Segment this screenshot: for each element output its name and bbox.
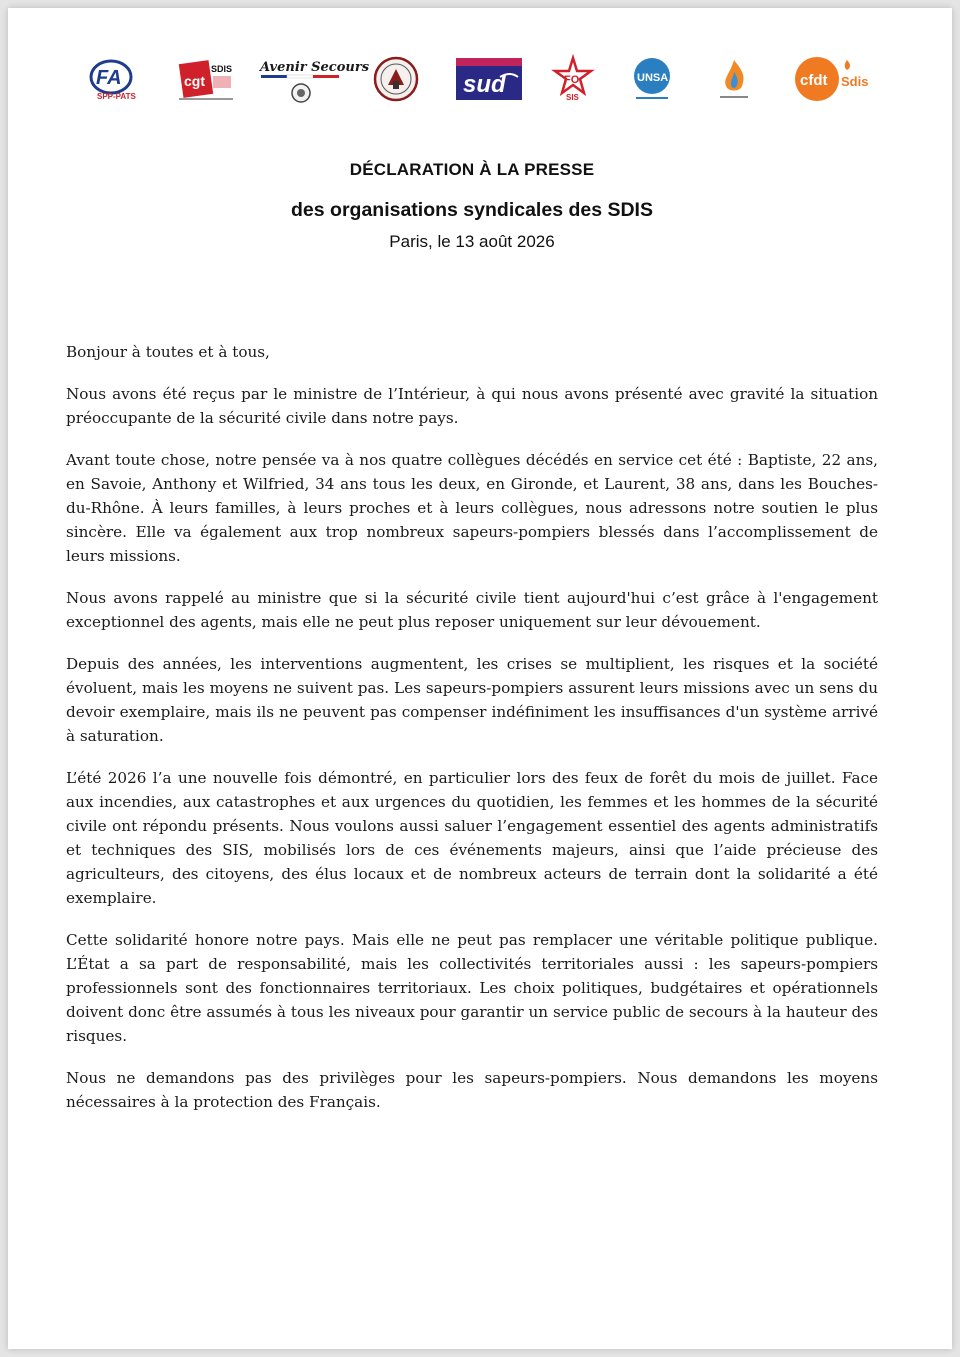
sud-logo-text: sud: [463, 71, 506, 98]
union-seal-logo: [370, 48, 422, 110]
document-dateline: Paris, le 13 août 2026: [389, 232, 555, 251]
body-paragraph: Nous avons rappelé au ministre que si la sécurité civile tient aujourd'hui c’est grâce à l'engagement exceptionnel des agents, mais elle ne peut plus reposer uniquement sur leur dévouement.: [66, 589, 878, 631]
avenir-logo-text: Avenir Secours: [260, 60, 370, 75]
greeting-paragraph: Bonjour à toutes et à tous,: [66, 343, 270, 361]
body-paragraph: L’été 2026 l’a une nouvelle fois démontré, en particulier lors des feux de forêt du mois de juillet. Face aux incendies, aux catastrophes et aux urgences du quotidien, les femmes et les hommes de la sécurité civile ont répondu présents. Nous voulons aussi saluer l’engagement essentiel des agents administratifs et techniques des SIS, mobilisés lors de ces événements majeurs, ainsi que l’aide précieuse des agriculteurs, des citoyens, des élus locaux et de nombreux acteurs de terrain dont la solidarité a été exemplaire.: [66, 769, 878, 907]
document-title: DÉCLARATION À LA PRESSE: [349, 160, 595, 179]
fo-sis-logo: [546, 48, 600, 110]
body-paragraph: Cette solidarité honore notre pays. Mais elle ne peut pas remplacer une véritable politique publique. L’État a sa part de responsabilité, mais les collectivités territoriales aussi : les sapeurs-pompiers professionnels sont des fonctionnaires territoriaux. Les choix politiques, budgétaires et opérationnels doivent donc être assumés à tous les niveaux pour garantir un service public de secours à la hauteur des risques.: [66, 931, 878, 1045]
cfdt-logo-text: cfdt: [800, 72, 828, 89]
body-paragraph: Depuis des années, les interventions augmentent, les crises se multiplient, les risques et la société évoluent, mais les moyens ne suivent pas. Les sapeurs-pompiers assurent leurs missions avec un sens du devoir exemplaire, mais ils ne peuvent pas compenser indéfiniment les insuffisances d'un système arrivé à saturation.: [66, 655, 878, 745]
cgt-sdis-logo: [174, 48, 238, 110]
fa-spp-pats-logo: [84, 48, 138, 110]
cgt-logo-text: cgt: [184, 73, 205, 89]
fo-logo-sub: SIS: [566, 93, 579, 102]
cgt-logo-sub: SDIS: [211, 64, 233, 74]
cfdt-sdis-logo: [788, 48, 874, 110]
unsa-logo-text: UNSA: [637, 72, 669, 84]
fa-logo-text: FA: [96, 67, 122, 89]
unsa-logo: [626, 48, 678, 110]
avenir-secours-logo: [254, 48, 370, 110]
sud-logo: [452, 48, 526, 110]
declaration-body: [66, 340, 878, 1132]
fo-logo-text: FO: [564, 74, 580, 86]
fa-logo-sub: SPP-PATS: [97, 92, 136, 101]
body-paragraph: Avant toute chose, notre pensée va à nos quatre collègues décédés en service cet été : Baptiste, 22 ans, en Savoie, Anthony et Wilfried, 34 ans tous les deux, en Gironde, et Laurent, 38 ans, dans les Bouches-du-Rhône. À leurs familles, à leurs proches et à leurs collègues, nous adressons notre soutien le plus sincère. Elle va également aux trop nombreux sapeurs-pompiers blessés dans l’accomplissement de leurs missions.: [66, 451, 878, 565]
spp-flame-logo: [710, 48, 758, 110]
closing-paragraph: Nous ne demandons pas des privilèges pour les sapeurs-pompiers. Nous demandons les moyens nécessaires à la protection des Français.: [66, 1069, 878, 1111]
body-paragraph: Nous avons été reçus par le ministre de l’Intérieur, à qui nous avons présenté avec gravité la situation préoccupante de la sécurité civile dans notre pays.: [66, 385, 878, 427]
union-logos-row: [0, 48, 960, 110]
cfdt-logo-sub: Sdis: [841, 74, 869, 89]
document-subtitle: des organisations syndicales des SDIS: [291, 199, 653, 221]
